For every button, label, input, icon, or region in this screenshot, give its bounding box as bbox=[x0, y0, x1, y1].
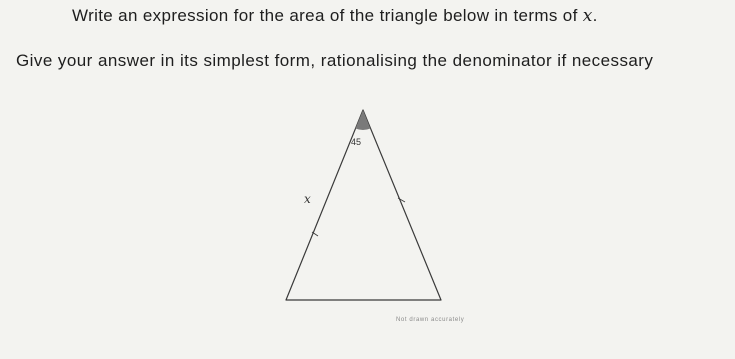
question-line-1-text: Write an expression for the area of the triangle below in terms of bbox=[72, 6, 583, 25]
question-line-1-end: . bbox=[592, 6, 598, 25]
angle-label: 45 bbox=[351, 137, 362, 147]
variable-x: x bbox=[582, 6, 593, 26]
side-tick-right bbox=[398, 198, 405, 202]
side-label: x bbox=[304, 192, 311, 206]
figure-caption: Not drawn accurately bbox=[396, 317, 465, 323]
question-line-2: Give your answer in its simplest form, rationalising the denominator if necessary bbox=[16, 51, 654, 70]
angle-marker bbox=[356, 110, 371, 130]
